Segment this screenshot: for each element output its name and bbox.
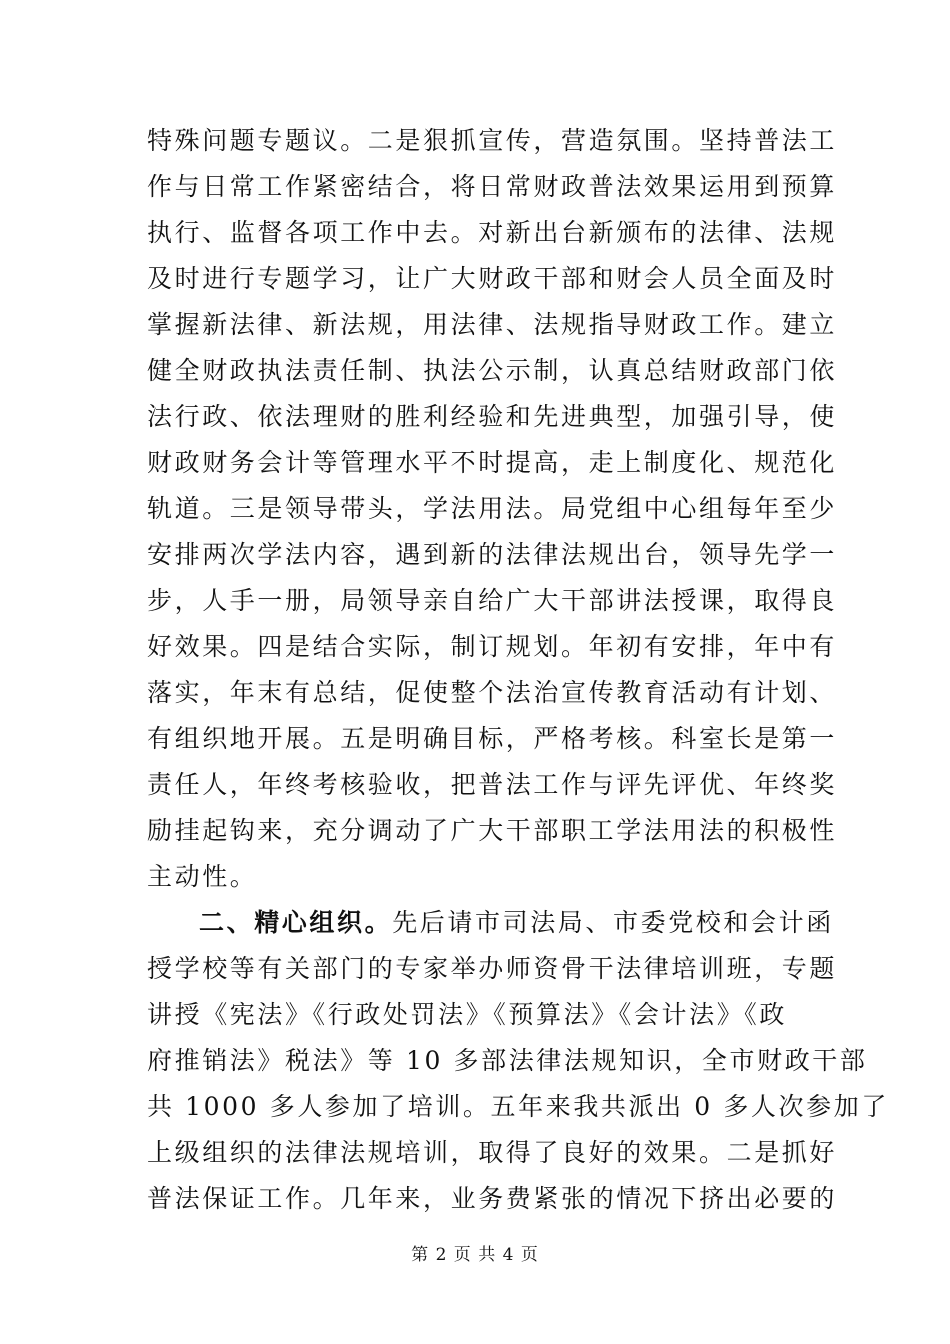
body-text — [147, 118, 889, 1222]
paragraph-1-line: 掌握新法律、新法规，用法律、法规指导财政工作。建立 — [147, 310, 838, 339]
heading-continuation: 先后请市司法局、市委党校和会计函 — [392, 908, 834, 937]
paragraph-1-line: 财政财务会计等管理水平不时提高，走上制度化、规范化 — [147, 448, 838, 477]
page-footer: 第 2 页 共 4 页 — [411, 1245, 539, 1265]
paragraph-2-line: 讲授《宪法》《行政处罚法》《预算法》《会计法》《政 — [147, 1000, 788, 1029]
paragraph-1-line: 有组织地开展。五是明确目标，严格考核。科室长是第一 — [147, 724, 838, 753]
paragraph-1-line: 特殊问题专题议。二是狠抓宣传，营造氛围。坚持普法工 — [147, 126, 838, 155]
paragraph-1-line: 好效果。四是结合实际，制订规划。年初有安排，年中有 — [147, 632, 838, 661]
paragraph-1 — [147, 118, 838, 900]
paragraph-1-line: 法行政、依法理财的胜利经验和先进典型，加强引导，使 — [147, 402, 838, 431]
paragraph-1-line: 轨道。三是领导带头，学法用法。局党组中心组每年至少 — [147, 494, 838, 523]
section-heading: 二、精心组织。 — [199, 908, 393, 937]
paragraph-1-line: 落实，年末有总结，促使整个法治宣传教育活动有计划、 — [147, 678, 838, 707]
paragraph-2-line: 府推销法》税法》等 10 多部法律法规知识，全市财政干部 — [147, 1046, 868, 1075]
paragraph-1-line: 作与日常工作紧密结合，将日常财政普法效果运用到预算 — [147, 172, 838, 201]
paragraph-2-line: 普法保证工作。几年来，业务费紧张的情况下挤出必要的 — [147, 1184, 838, 1213]
paragraph-1-line: 安排两次学法内容，遇到新的法律法规出台，领导先学一 — [147, 540, 838, 569]
paragraph-2-line: 共 1000 多人参加了培训。五年来我共派出 0 多人次参加了 — [147, 1092, 889, 1121]
paragraph-1-line: 健全财政执法责任制、执法公示制，认真总结财政部门依 — [147, 356, 838, 385]
paragraph-2 — [147, 900, 889, 1222]
paragraph-2-line: 授学校等有关部门的专家举办师资骨干法律培训班，专题 — [147, 954, 838, 983]
paragraph-2-line: 上级组织的法律法规培训，取得了良好的效果。二是抓好 — [147, 1138, 838, 1167]
paragraph-1-line: 及时进行专题学习，让广大财政干部和财会人员全面及时 — [147, 264, 838, 293]
paragraph-1-line: 主动性。 — [147, 862, 258, 891]
paragraph-1-line: 责任人，年终考核验收，把普法工作与评先评优、年终奖 — [147, 770, 838, 799]
paragraph-2-first-line — [147, 900, 834, 946]
paragraph-1-line: 步，人手一册，局领导亲自给广大干部讲法授课，取得良 — [147, 586, 838, 615]
paragraph-1-line: 执行、监督各项工作中去。对新出台新颁布的法律、法规 — [147, 218, 838, 247]
paragraph-1-line: 励挂起钩来，充分调动了广大干部职工学法用法的积极性 — [147, 816, 838, 845]
